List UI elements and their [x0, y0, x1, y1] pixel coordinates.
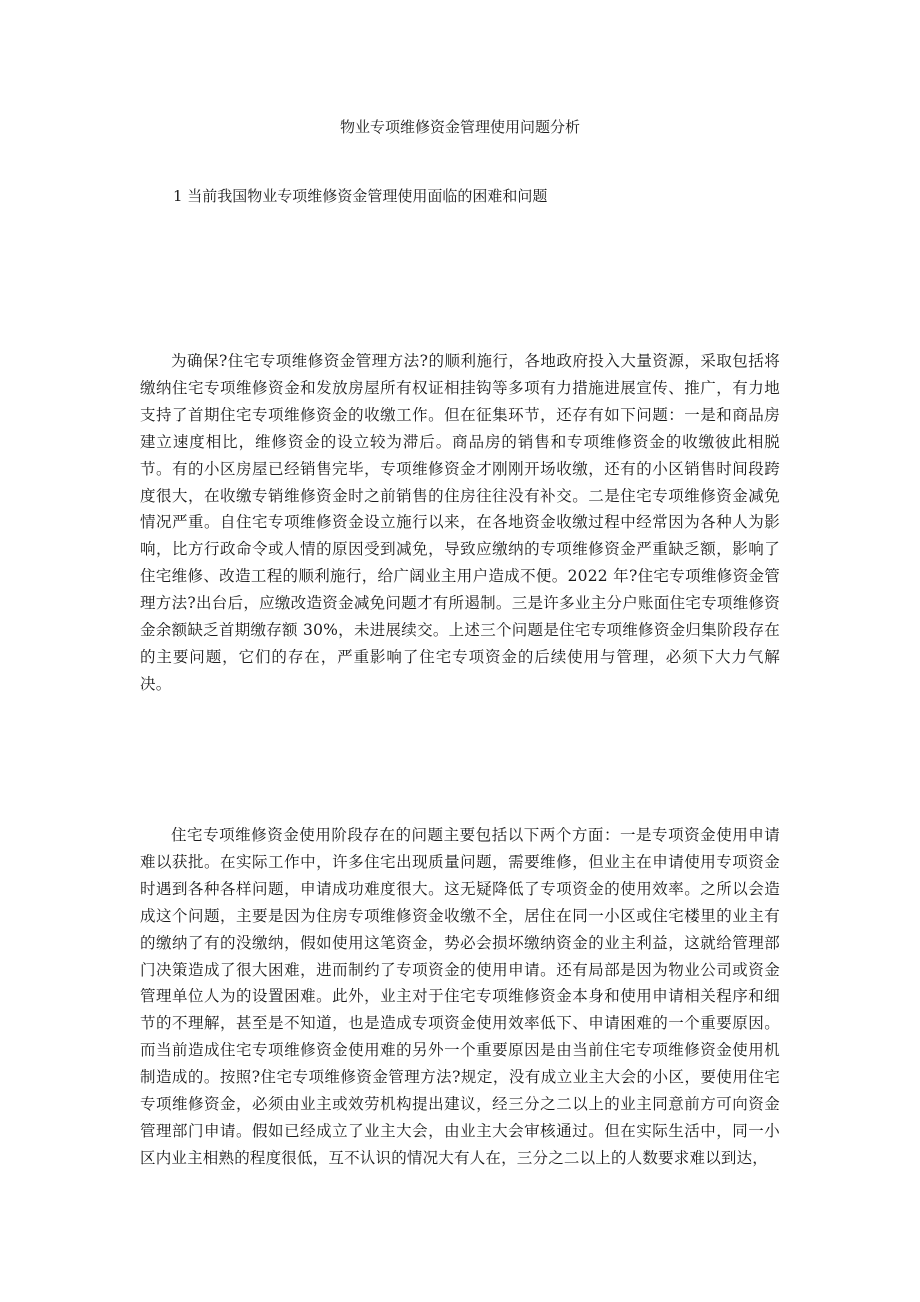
document-title: 物业专项维修资金管理使用问题分析 — [339, 118, 580, 136]
section-heading: 1 当前我国物业专项维修资金管理使用面临的困难和问题 — [173, 187, 548, 205]
body-paragraph-1: 为确保?住宅专项维修资金管理方法?的顺利施行，各地政府投入大量资源，采取包括将缴纳住宅专项维修资金和发放房屋所有权证相挂钩等多项有力措施进展宣传、推广，有力地支持了首期住宅专项维修资金的收缴工作。但在征集环节，还存有如下问题：一是和商品房建立速度相比，维修资金的设立较为滞后。商品房的销售和专项维修资金的收缴彼此相脱节。有的小区房屋已经销售完毕，专项维修资金才刚刚开场收缴，还有的小区销售时间段跨度很大，在收缴专销维修资金时之前销售的住房往往没有补交。二是住宅专项维修资金减免情况严重。自住宅专项维修资金设立施行以来，在各地资金收缴过程中经常因为各种人为影响，比方行政命令或人情的原因受到减免，导致应缴纳的专项维修资金严重缺乏额，影响了住宅维修、改造工程的顺利施行，给广阔业主用户造成不便。2022 年?住宅专项维修资金管理方法?出台后，应缴改造资金减免问题才有所遏制。三是许多业主分户账面住宅专项维修资金余额缺乏首期缴存额 30%，未进展续交。上述三个问题是住宅专项维修资金归集阶段存在的主要问题，它们的存在，严重影响了住宅专项资金的后续使用与管理，必须下大力气解决。 — [140, 352, 780, 693]
body-paragraph-2: 住宅专项维修资金使用阶段存在的问题主要包括以下两个方面：一是专项资金使用申请难以获批。在实际工作中，许多住宅出现质量问题，需要维修，但业主在申请使用专项资金时遇到各种各样问题，申请成功难度很大。这无疑降低了专项资金的使用效率。之所以会造成这个问题，主要是因为住房专项维修资金收缴不全，居住在同一小区或住宅楼里的业主有的缴纳了有的没缴纳，假如使用这笔资金，势必会损坏缴纳资金的业主利益，这就给管理部门决策造成了很大困难，进而制约了专项资金的使用申请。还有局部是因为物业公司或资金管理单位人为的设置困难。此外，业主对于住宅专项维修资金本身和使用申请相关程序和细节的不理解，甚至是不知道，也是造成专项资金使用效率低下、申请困难的一个重要原因。而当前造成住宅专项维修资金使用难的另外一个重要原因是由当前住宅专项维修资金使用机制造成的。按照?住宅专项维修资金管理方法?规定，没有成立业主大会的小区，要使用住宅专项维修资金，必须由业主或效劳机构提出建议，经三分之二以上的业主同意前方可向资金管理部门申请。假如已经成立了业主大会，由业主大会审核通过。但在实际生活中，同一小区内业主相熟的程度很低，互不认识的情况大有人在，三分之二以上的人数要求难以到达， — [140, 826, 780, 1167]
